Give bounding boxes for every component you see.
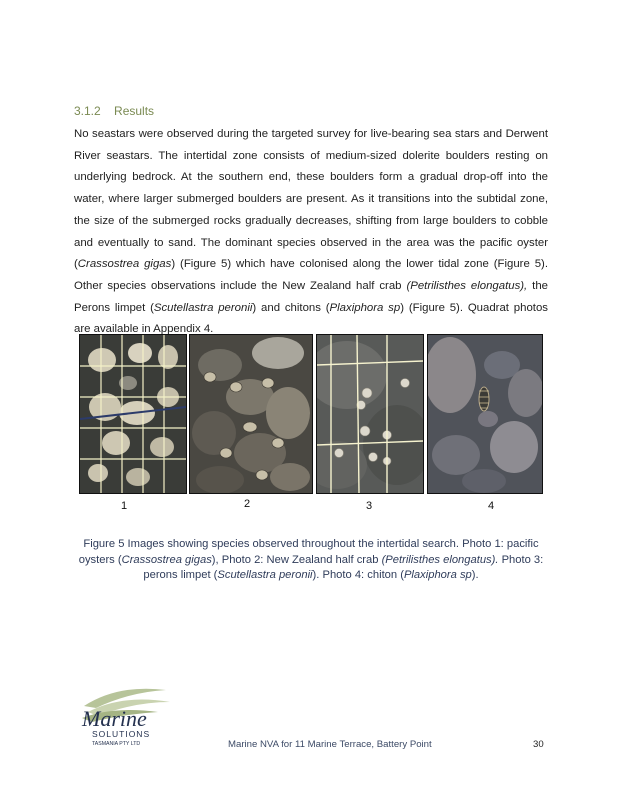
- species-name: Crassostrea gigas: [121, 553, 212, 566]
- page-number: 30: [533, 739, 544, 750]
- species-name: Plaxiphora sp: [329, 301, 401, 314]
- section-heading: [74, 104, 154, 118]
- species-name: Scutellastra peronii: [153, 301, 253, 314]
- logo-wordmark: Marine: [82, 706, 147, 731]
- logo-subtitle: TASMANIA PTY LTD: [92, 741, 141, 747]
- photo-half-crab: [189, 334, 313, 494]
- results-paragraph: [74, 124, 548, 341]
- section-number: 3.1.2: [74, 104, 101, 118]
- species-name: (Petrilisthes elongatus),: [406, 279, 528, 292]
- section-title: Results: [114, 104, 155, 118]
- text-run: Figure 5 Images showing species observed throughout the intertidal search. Photo 1: pacific oysters (: [78, 538, 539, 566]
- text-run: the Perons limpet (: [74, 279, 548, 314]
- species-name: Scutellastra peronii: [217, 569, 313, 582]
- photo-label-2: 2: [244, 498, 251, 510]
- marine-solutions-logo: [78, 682, 174, 750]
- photo-label-1: 1: [121, 500, 128, 512]
- text-run: Photo 3: perons limpet (: [143, 553, 544, 582]
- photo-limpet: [316, 334, 424, 494]
- photo-label-4: 4: [488, 500, 495, 512]
- text-run: No seastars were observed during the targeted survey for live-bearing sea stars and Derwent River seastars. The intertidal zone consists of medium-sized dolerite boulders resting on underlying bedrock. At the southern end, these boulders form a gradual drop-off into the water, where larger submerged boulders are present. As it transitions into the subtidal zone, the size of the submerged rocks gradually decreases, shifting from large boulders to cobble and eventually to sand. The dominant species observed in the area was the pacific oyster (: [74, 128, 548, 271]
- species-name: Crassostrea gigas: [77, 258, 172, 271]
- text-run: ) and chitons (: [252, 301, 330, 314]
- species-name: Plaxiphora sp: [403, 569, 472, 582]
- text-run: ).: [471, 569, 479, 582]
- footer-title: Marine NVA for 11 Marine Terrace, Battery Point: [228, 739, 432, 750]
- photo-chiton: [427, 334, 543, 494]
- figure-caption: [70, 537, 552, 584]
- logo-solutions: SOLUTIONS: [92, 729, 151, 739]
- text-run: ). Photo 4: chiton (: [312, 569, 404, 582]
- species-name: (Petrilisthes elongatus).: [381, 553, 499, 566]
- photo-label-3: 3: [366, 500, 373, 512]
- text-run: ) (Figure 5) which have colonised along the lower tidal zone (Figure 5). Other species observations include the New Zealand half crab: [74, 258, 548, 292]
- photo-oysters: [79, 334, 187, 494]
- text-run: ) (Figure 5). Quadrat photos are available in Appendix 4.: [74, 301, 548, 336]
- text-run: ), Photo 2: New Zealand half crab: [211, 553, 382, 566]
